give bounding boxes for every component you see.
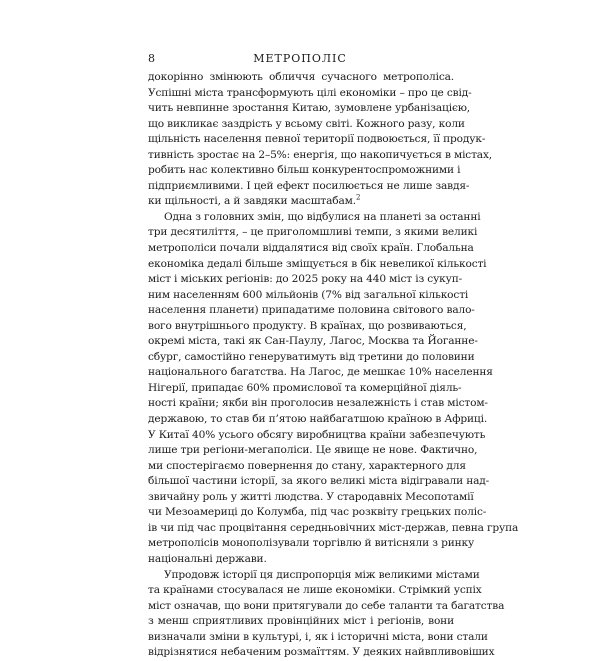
text-line	[148, 194, 454, 210]
text-line: національні держави.	[148, 552, 267, 565]
text-line: лише три регіони-мегаполіси. Це явище не нове. Фактично,	[148, 444, 478, 457]
text-line: населення планети) припадатиме половина світового вало-	[148, 304, 475, 317]
text-line: метрополіси почали віддалятися від своїх країн. Глобальна	[148, 242, 474, 255]
text-line: Упродовж історії ця диспропорція між великими містами	[164, 568, 480, 581]
paragraph	[148, 70, 493, 210]
text-line: ним населенням 600 мільйонів (7% від загальної кількості	[148, 288, 469, 301]
text-line: державою, то став би п’ятою найбагатшою країною в Африці.	[148, 413, 488, 426]
text-line: У Китаї 40% усього обсягу виробництва країни забезпечують	[148, 428, 486, 441]
text-line: національного багатства. На Лагос, де мешкає 10% населення	[148, 366, 493, 379]
body-text	[148, 70, 519, 661]
text-line: підприємливими. І цей ефект посилюється не лише завдя-	[148, 179, 470, 192]
text-line: ів чи під час процвітання середньовічних міст-держав, певна група	[148, 521, 519, 534]
text-line: міст і міських регіонів: до 2025 року на 440 міст із сукуп-	[148, 273, 463, 286]
text-line-content: ки щільності, а й завдяки масштабам.	[148, 195, 356, 208]
text-line: три десятиліття, – це приголомшливі темпи, з якими великі	[148, 226, 478, 239]
running-title: МЕТРОПОЛІС	[253, 52, 347, 65]
text-line: докорінно змінюють обличчя сучасного метрополіса.	[148, 71, 454, 83]
page-header	[0, 52, 600, 68]
text-line: чить невпинне зростання Китаю, зумовлене урбанізацією,	[148, 102, 471, 115]
page-number: 8	[148, 52, 155, 65]
text-line: щільність населення певної території подвоюється, її продук-	[148, 133, 486, 146]
footnote-marker: 2	[355, 193, 361, 202]
text-line: окремі міста, такі як Сан-Паулу, Лагос, Москва та Йоганне-	[148, 335, 478, 348]
text-line: Успішні міста трансформують цілі економіки – про це свід-	[148, 86, 472, 99]
text-line: робить нас колективно більш конкурентоспроможними і	[148, 164, 461, 177]
text-line: Нігерії, припадає 60% промислової та комерційної діяль-	[148, 381, 462, 394]
text-line: вого внутрішнього продукту. В країнах, що розвиваються,	[148, 319, 467, 332]
text-line: та країнами стосувалася не лише економіки. Стрімкий успіх	[148, 584, 482, 597]
text-line: Одна з головних змін, що відбулися на планеті за останні	[164, 210, 481, 223]
paragraph	[148, 210, 519, 568]
text-line: визначали зміни в культурі, і, як і історичні міста, вони стали	[148, 630, 488, 643]
text-line: що викликає заздрість у всьому світі. Кожного разу, коли	[148, 117, 465, 130]
text-line: міст означав, що вони притягували до себе таланти та багатства	[148, 599, 505, 612]
text-line: більшої частини історії, за якого великі міста відігравали над-	[148, 475, 490, 488]
text-line: сбург, самостійно генеруватимуть від третини до половини	[148, 350, 475, 363]
text-line: метрополісів монополізували торгівлю й витісняли з ринку	[148, 537, 475, 550]
text-line: тивність зростає на 2–5%: енергія, що накопичується в містах,	[148, 148, 493, 161]
text-line: ності країни; якби він проголосив незалежність і став містом-	[148, 397, 488, 410]
text-line: відрізнятися небаченим розмаїттям. У деяких найвпливовіших	[148, 646, 495, 659]
paragraph	[148, 568, 505, 661]
text-line: економіка дедалі більше зміщується в бік невеликої кількості	[148, 257, 487, 270]
text-line: чи Мезоамериці до Колумба, під час розквіту грецьких поліс-	[148, 506, 487, 519]
text-line: з менш сприятливих провінційних міст і регіонів, вони	[148, 615, 454, 628]
text-line: звичайну роль у житті людства. У стародавніх Месопотамії	[148, 490, 474, 503]
text-line: ми спостерігаємо повернення до стану, характерного для	[148, 459, 466, 472]
